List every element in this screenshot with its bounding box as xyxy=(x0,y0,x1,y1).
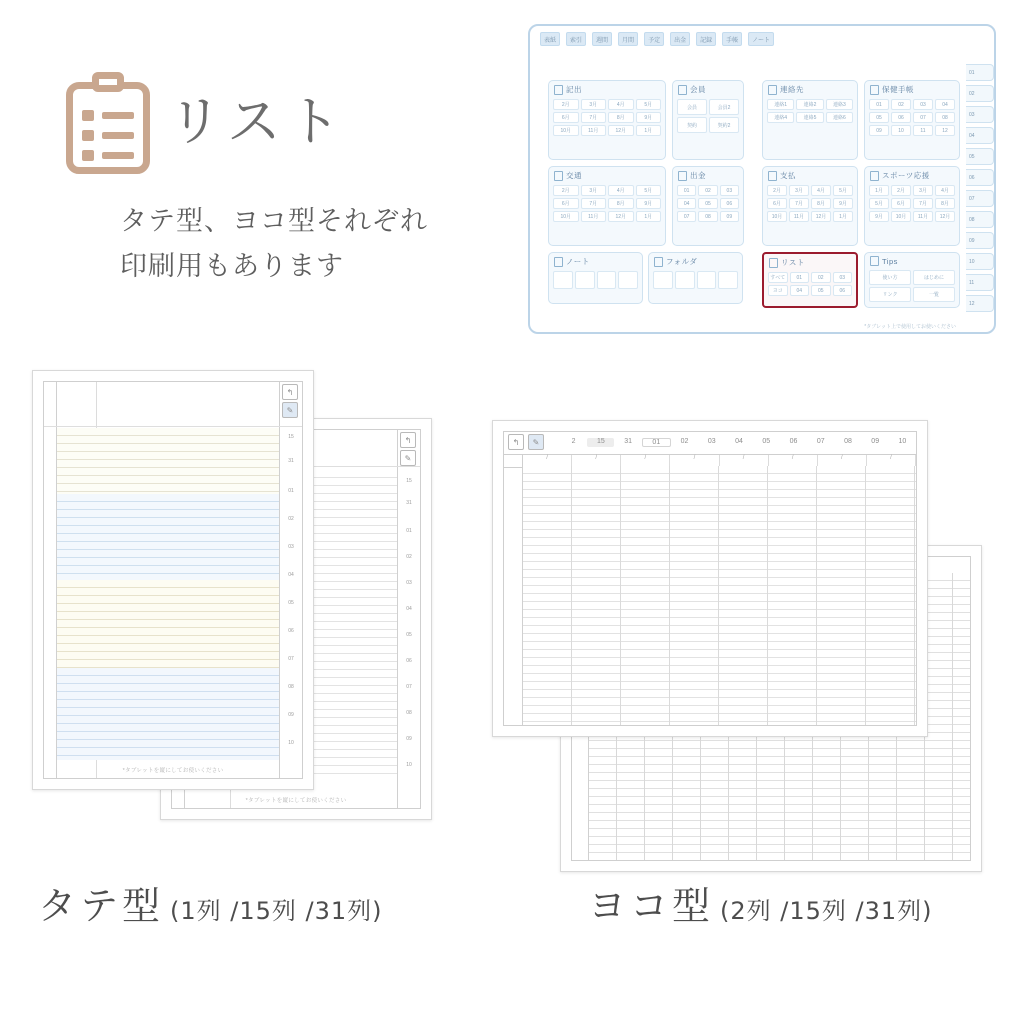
grid-cell[interactable]: 02 xyxy=(811,272,831,283)
card-title-row xyxy=(549,81,665,97)
side-tab[interactable]: 07 xyxy=(966,190,994,207)
card-grid xyxy=(763,183,857,226)
grid-cell[interactable]: 会員 xyxy=(677,99,707,115)
grid-cell[interactable]: 連絡1 xyxy=(767,99,794,110)
toolbar-chip[interactable]: 索引 xyxy=(566,32,586,46)
card-grid xyxy=(865,97,959,140)
date-header-cell[interactable]: / xyxy=(769,455,818,467)
card-title-row xyxy=(764,254,856,270)
pen-icon[interactable]: ✎ xyxy=(282,402,298,418)
column-label[interactable]: 09 xyxy=(871,437,880,445)
card-grid xyxy=(763,97,857,127)
sheet-band-cream-2[interactable] xyxy=(57,580,279,668)
planner-card[interactable] xyxy=(672,166,744,246)
grid-cell[interactable]: リンク xyxy=(869,287,911,302)
card-grid xyxy=(865,183,959,226)
side-label[interactable]: 06 xyxy=(288,628,294,634)
card-grid xyxy=(649,269,742,293)
grid-cell[interactable]: 11 xyxy=(913,125,933,136)
grid-cell[interactable] xyxy=(653,271,673,289)
pay-icon xyxy=(768,171,777,181)
undo-icon[interactable]: ↰ xyxy=(400,432,416,448)
card-title-row xyxy=(673,81,743,97)
planner-card[interactable] xyxy=(762,166,858,246)
grid-cell[interactable] xyxy=(575,271,595,289)
grid-cell[interactable]: 9月 xyxy=(636,112,662,123)
grid-cell[interactable]: 2月 xyxy=(767,185,787,196)
side-label[interactable]: 01 xyxy=(406,528,412,534)
side-label[interactable]: 31 xyxy=(288,458,294,464)
grid-cell[interactable]: 10月 xyxy=(553,125,579,136)
column-label[interactable]: 31 xyxy=(624,437,632,445)
grid-cell[interactable]: 5月 xyxy=(833,185,853,196)
card-grid xyxy=(549,183,665,226)
card-title: 記出 xyxy=(566,85,582,94)
column-label[interactable]: 10 xyxy=(898,437,907,445)
side-label[interactable]: 09 xyxy=(406,736,412,742)
caption-horizontal-main: ヨコ型 xyxy=(588,884,715,928)
grid-cell[interactable]: 09 xyxy=(869,125,889,136)
header-subtitle xyxy=(120,200,532,289)
grid-cell[interactable]: 02 xyxy=(891,99,911,110)
grid-cell[interactable]: 8月 xyxy=(811,198,831,209)
date-header-cell[interactable]: / xyxy=(720,455,769,467)
tablet-footer-note: *タブレット上で使用してお使いください xyxy=(864,324,956,330)
grid-cell[interactable]: 04 xyxy=(677,198,696,209)
grid-cell[interactable]: 05 xyxy=(811,285,831,296)
doc-icon xyxy=(554,85,563,95)
planner-card[interactable] xyxy=(864,166,960,246)
note-icon xyxy=(554,257,563,267)
planner-card-list-highlighted[interactable] xyxy=(762,252,858,308)
grid-cell[interactable]: 11月 xyxy=(581,211,607,222)
grid-cell[interactable]: 4月 xyxy=(608,185,634,196)
column-label[interactable]: 06 xyxy=(789,437,798,445)
grid-cell[interactable]: 連絡3 xyxy=(826,99,853,110)
side-tab[interactable]: 10 xyxy=(966,253,994,270)
side-tab[interactable]: 01 xyxy=(966,64,994,81)
planner-card[interactable] xyxy=(864,80,960,160)
card-title-row xyxy=(673,167,743,183)
grid-cell[interactable]: 2月 xyxy=(891,185,911,196)
planner-card[interactable] xyxy=(762,80,858,160)
grid-cell[interactable]: 11月 xyxy=(913,211,933,222)
column-label[interactable]: 08 xyxy=(844,437,852,445)
sheet-footer-note: *タブレットを縦にしてお使いください xyxy=(245,798,347,804)
subtitle-line-2: 印刷用もあります xyxy=(120,250,344,282)
date-header-cell[interactable]: / xyxy=(670,455,719,467)
grid-cell[interactable]: 6月 xyxy=(767,198,787,209)
date-header-cell[interactable]: / xyxy=(523,455,572,467)
list-icon xyxy=(769,258,778,268)
people-icon xyxy=(678,85,687,95)
side-tab[interactable]: 03 xyxy=(966,106,994,123)
grid-cell[interactable]: 連絡5 xyxy=(796,112,823,123)
toolbar-chip[interactable]: 月間 xyxy=(618,32,638,46)
grid-cell[interactable]: 04 xyxy=(935,99,955,110)
grid-cell[interactable]: 7月 xyxy=(581,112,607,123)
side-label[interactable]: 15 xyxy=(288,434,294,440)
caption-vertical-sub: (1列 /15列 /31列) xyxy=(170,897,383,925)
card-grid xyxy=(549,97,665,140)
tablet-toolbar xyxy=(540,30,770,48)
grid-cell[interactable]: 4月 xyxy=(608,99,634,110)
sheet-side-column xyxy=(279,382,302,778)
grid-cell[interactable]: 連絡6 xyxy=(826,112,853,123)
column-label[interactable]: 05 xyxy=(762,437,771,445)
grid-cell[interactable]: 10月 xyxy=(553,211,579,222)
grid-cell[interactable]: 会員2 xyxy=(709,99,739,115)
grid-cell[interactable]: 05 xyxy=(869,112,889,123)
side-tab[interactable]: 08 xyxy=(966,211,994,228)
grid-cell[interactable]: 3月 xyxy=(789,185,809,196)
toolbar-chip[interactable]: 記録 xyxy=(696,32,716,46)
caption-vertical xyxy=(38,875,383,930)
column-label[interactable]: 03 xyxy=(707,437,716,445)
note-icon xyxy=(554,171,563,181)
card-title: フォルダ xyxy=(666,257,698,266)
grid-cell[interactable]: 使い方 xyxy=(869,270,911,285)
grid-cell[interactable]: 8月 xyxy=(608,198,634,209)
grid-cell[interactable]: 6月 xyxy=(891,198,911,209)
toolbar-chip[interactable]: 手帳 xyxy=(722,32,742,46)
header-block xyxy=(62,70,532,289)
card-grid xyxy=(549,269,642,293)
grid-cell[interactable]: 1月 xyxy=(833,211,853,222)
card-title-row xyxy=(649,253,742,269)
page-title: リスト xyxy=(168,90,347,153)
grid-cell[interactable]: 9月 xyxy=(869,211,889,222)
sheet-footer-note: *タブレットを縦にしてお使いください xyxy=(122,768,224,774)
side-label[interactable]: 07 xyxy=(406,684,412,690)
side-label[interactable]: 06 xyxy=(406,658,412,664)
vertical-sheet-front[interactable] xyxy=(32,370,314,790)
column-label[interactable]: 15 xyxy=(587,438,614,447)
undo-icon[interactable]: ↰ xyxy=(282,384,298,400)
card-grid xyxy=(673,97,743,137)
grid-cell[interactable]: 08 xyxy=(935,112,955,123)
caption-horizontal-sub: (2列 /15列 /31列) xyxy=(720,897,933,925)
grid-cell[interactable]: 11月 xyxy=(789,211,809,222)
sheet-band-blue-2[interactable] xyxy=(57,668,279,760)
grid-cell[interactable]: 07 xyxy=(677,211,696,222)
card-title-row xyxy=(865,253,959,268)
card-grid xyxy=(764,270,856,300)
sheet-side-column xyxy=(397,430,420,808)
grid-cell[interactable]: 02 xyxy=(698,185,717,196)
side-label[interactable]: 07 xyxy=(288,656,294,662)
grid-cell[interactable] xyxy=(675,271,695,289)
sheet-band-cream[interactable] xyxy=(57,428,279,494)
caption-vertical-main: タテ型 xyxy=(38,884,165,928)
grid-cell[interactable]: 06 xyxy=(833,285,853,296)
grid-cell[interactable]: 7月 xyxy=(913,198,933,209)
grid-cell[interactable]: 03 xyxy=(913,99,933,110)
side-tab[interactable]: 11 xyxy=(966,274,994,291)
card-title: 連絡先 xyxy=(780,85,804,94)
caption-horizontal xyxy=(588,875,933,930)
grid-cell[interactable]: 4月 xyxy=(811,185,831,196)
grid-cell[interactable]: 1月 xyxy=(636,211,662,222)
pen-icon[interactable]: ✎ xyxy=(400,450,416,466)
grid-cell[interactable]: 04 xyxy=(790,285,810,296)
grid-cell[interactable]: 03 xyxy=(720,185,739,196)
side-label[interactable]: 08 xyxy=(288,684,294,690)
card-grid xyxy=(673,183,743,226)
toolbar-chip[interactable]: 表紙 xyxy=(540,32,560,46)
grid-cell[interactable]: 契約2 xyxy=(709,117,739,133)
side-tab[interactable]: 06 xyxy=(966,169,994,186)
card-title: 保健手帳 xyxy=(882,85,914,94)
side-label[interactable]: 01 xyxy=(288,488,294,494)
side-label[interactable]: 03 xyxy=(288,544,294,550)
grid-cell[interactable]: 6月 xyxy=(553,112,579,123)
grid-cell[interactable] xyxy=(718,271,738,289)
grid-cell[interactable]: 12月 xyxy=(608,211,634,222)
planner-card[interactable] xyxy=(548,166,666,246)
sheet-border xyxy=(503,431,917,726)
side-label[interactable]: 31 xyxy=(406,500,412,506)
side-tab[interactable]: 02 xyxy=(966,85,994,102)
side-label[interactable]: 15 xyxy=(406,478,412,484)
card-title-row xyxy=(763,81,857,97)
grid-cell[interactable]: 3月 xyxy=(913,185,933,196)
planner-card[interactable] xyxy=(548,80,666,160)
grid-cell[interactable]: 2月 xyxy=(553,99,579,110)
undo-icon[interactable]: ↰ xyxy=(508,434,524,450)
grid-cell[interactable]: 1月 xyxy=(869,185,889,196)
grid-cell[interactable]: 8月 xyxy=(935,198,955,209)
sports-icon xyxy=(870,171,879,181)
sheet-row-number-column xyxy=(504,466,523,725)
grid-cell[interactable] xyxy=(697,271,717,289)
planner-spread xyxy=(544,54,962,320)
grid-cell[interactable]: 01 xyxy=(869,99,889,110)
grid-cell[interactable]: 5月 xyxy=(636,185,662,196)
card-title-row xyxy=(549,253,642,269)
column-label[interactable]: 02 xyxy=(680,437,689,445)
card-title: 支払 xyxy=(780,171,796,180)
date-header-cell[interactable]: / xyxy=(621,455,670,467)
subtitle-line-1: タテ型、ヨコ型それぞれ xyxy=(120,206,428,237)
grid-cell[interactable]: 11月 xyxy=(581,125,607,136)
side-label[interactable]: 09 xyxy=(288,712,294,718)
grid-cell[interactable]: 5月 xyxy=(636,99,662,110)
grid-cell[interactable]: 2月 xyxy=(553,185,579,196)
grid-cell[interactable]: 09 xyxy=(720,211,739,222)
planner-card[interactable] xyxy=(548,252,643,304)
side-tab[interactable]: 12 xyxy=(966,295,994,312)
grid-cell[interactable]: 7月 xyxy=(581,198,607,209)
grid-cell[interactable]: 4月 xyxy=(935,185,955,196)
grid-cell[interactable]: 08 xyxy=(698,211,717,222)
grid-cell[interactable]: 3月 xyxy=(581,185,607,196)
grid-cell[interactable]: 6月 xyxy=(553,198,579,209)
grid-cell[interactable]: 12 xyxy=(935,125,955,136)
toolbar-chip[interactable]: 週間 xyxy=(592,32,612,46)
sheet-row-number-column xyxy=(44,382,57,778)
grid-cell[interactable] xyxy=(597,271,617,289)
folder-icon xyxy=(654,257,663,267)
grid-cell[interactable]: 10 xyxy=(891,125,911,136)
grid-cell[interactable] xyxy=(618,271,638,289)
planner-card[interactable] xyxy=(672,80,744,160)
sheet-band-blue[interactable] xyxy=(57,494,279,580)
grid-cell[interactable]: 10月 xyxy=(767,211,787,222)
column-label[interactable]: 2 xyxy=(571,437,576,445)
grid-cell[interactable]: 3月 xyxy=(581,99,607,110)
grid-cell[interactable]: 5月 xyxy=(869,198,889,209)
side-label[interactable]: 10 xyxy=(288,740,294,746)
card-title: リスト xyxy=(781,258,805,267)
clipboard-list-icon xyxy=(62,70,154,174)
grid-cell[interactable]: 10月 xyxy=(891,211,911,222)
tablet-preview xyxy=(528,24,996,334)
date-header-cell[interactable]: / xyxy=(867,455,916,467)
grid-cell[interactable]: 9月 xyxy=(636,198,662,209)
side-label[interactable]: 05 xyxy=(406,632,412,638)
grid-cell[interactable]: 12月 xyxy=(935,211,955,222)
card-title-row xyxy=(865,167,959,183)
health-icon xyxy=(870,85,879,95)
grid-cell[interactable]: 05 xyxy=(698,198,717,209)
pen-icon[interactable]: ✎ xyxy=(528,434,544,450)
card-title: スポーツ応援 xyxy=(882,171,930,180)
card-title-row xyxy=(549,167,665,183)
side-tab[interactable]: 09 xyxy=(966,232,994,249)
planner-side-tabs xyxy=(966,64,994,310)
grid-cell[interactable]: はじめに xyxy=(913,270,955,285)
card-title-row xyxy=(865,81,959,97)
card-title-row xyxy=(763,167,857,183)
planner-card[interactable] xyxy=(864,252,960,308)
toolbar-chip[interactable]: 予定 xyxy=(644,32,664,46)
grid-cell[interactable] xyxy=(553,271,573,289)
side-tab[interactable]: 04 xyxy=(966,127,994,144)
grid-cell[interactable]: 連絡4 xyxy=(767,112,794,123)
money-icon xyxy=(678,171,687,181)
grid-cell[interactable]: 01 xyxy=(677,185,696,196)
column-label[interactable]: 07 xyxy=(816,437,825,445)
planner-left-page xyxy=(544,54,748,320)
date-header-cell[interactable]: / xyxy=(572,455,621,467)
horizontal-grid-area[interactable] xyxy=(523,466,916,725)
date-header-cell[interactable]: / xyxy=(818,455,867,467)
grid-cell[interactable]: 07 xyxy=(913,112,933,123)
side-label[interactable]: 10 xyxy=(406,762,412,768)
contact-icon xyxy=(768,85,777,95)
grid-cell[interactable]: すべて xyxy=(768,272,788,283)
grid-cell[interactable]: 7月 xyxy=(789,198,809,209)
toolbar-chip[interactable]: ノート xyxy=(748,32,774,46)
grid-cell[interactable]: 一覧 xyxy=(913,287,955,302)
grid-cell[interactable]: 01 xyxy=(790,272,810,283)
grid-cell[interactable]: 12月 xyxy=(811,211,831,222)
grid-cell[interactable]: 12月 xyxy=(608,125,634,136)
grid-cell[interactable]: 契約 xyxy=(677,117,707,133)
horizontal-sheet-front[interactable] xyxy=(492,420,928,737)
grid-cell[interactable]: 連絡2 xyxy=(796,99,823,110)
grid-cell[interactable]: 06 xyxy=(891,112,911,123)
grid-cell[interactable]: 9月 xyxy=(833,198,853,209)
side-label[interactable]: 03 xyxy=(406,580,412,586)
grid-cell[interactable]: 06 xyxy=(720,198,739,209)
side-label[interactable]: 04 xyxy=(406,606,412,612)
sheet-border xyxy=(43,381,303,779)
grid-cell[interactable]: 8月 xyxy=(608,112,634,123)
side-tab[interactable]: 05 xyxy=(966,148,994,165)
toolbar-chip[interactable]: 出金 xyxy=(670,32,690,46)
card-title: 出金 xyxy=(690,171,706,180)
grid-cell[interactable]: ヨコ xyxy=(768,285,788,296)
side-label[interactable]: 02 xyxy=(288,516,294,522)
side-label[interactable]: 04 xyxy=(288,572,294,578)
side-label[interactable]: 05 xyxy=(288,600,294,606)
card-grid xyxy=(865,268,959,306)
card-title: Tips xyxy=(882,256,898,266)
planner-card[interactable] xyxy=(648,252,743,304)
side-label[interactable]: 08 xyxy=(406,710,412,716)
card-title: ノート xyxy=(566,257,590,266)
grid-cell[interactable]: 03 xyxy=(833,272,853,283)
column-label[interactable]: 01 xyxy=(642,438,671,447)
tips-icon xyxy=(870,256,879,266)
column-label[interactable]: 04 xyxy=(735,437,743,445)
card-title: 交通 xyxy=(566,171,582,180)
grid-cell[interactable]: 1月 xyxy=(636,125,662,136)
side-label[interactable]: 02 xyxy=(406,554,412,560)
planner-right-page xyxy=(758,54,962,320)
card-title: 会員 xyxy=(690,85,706,94)
